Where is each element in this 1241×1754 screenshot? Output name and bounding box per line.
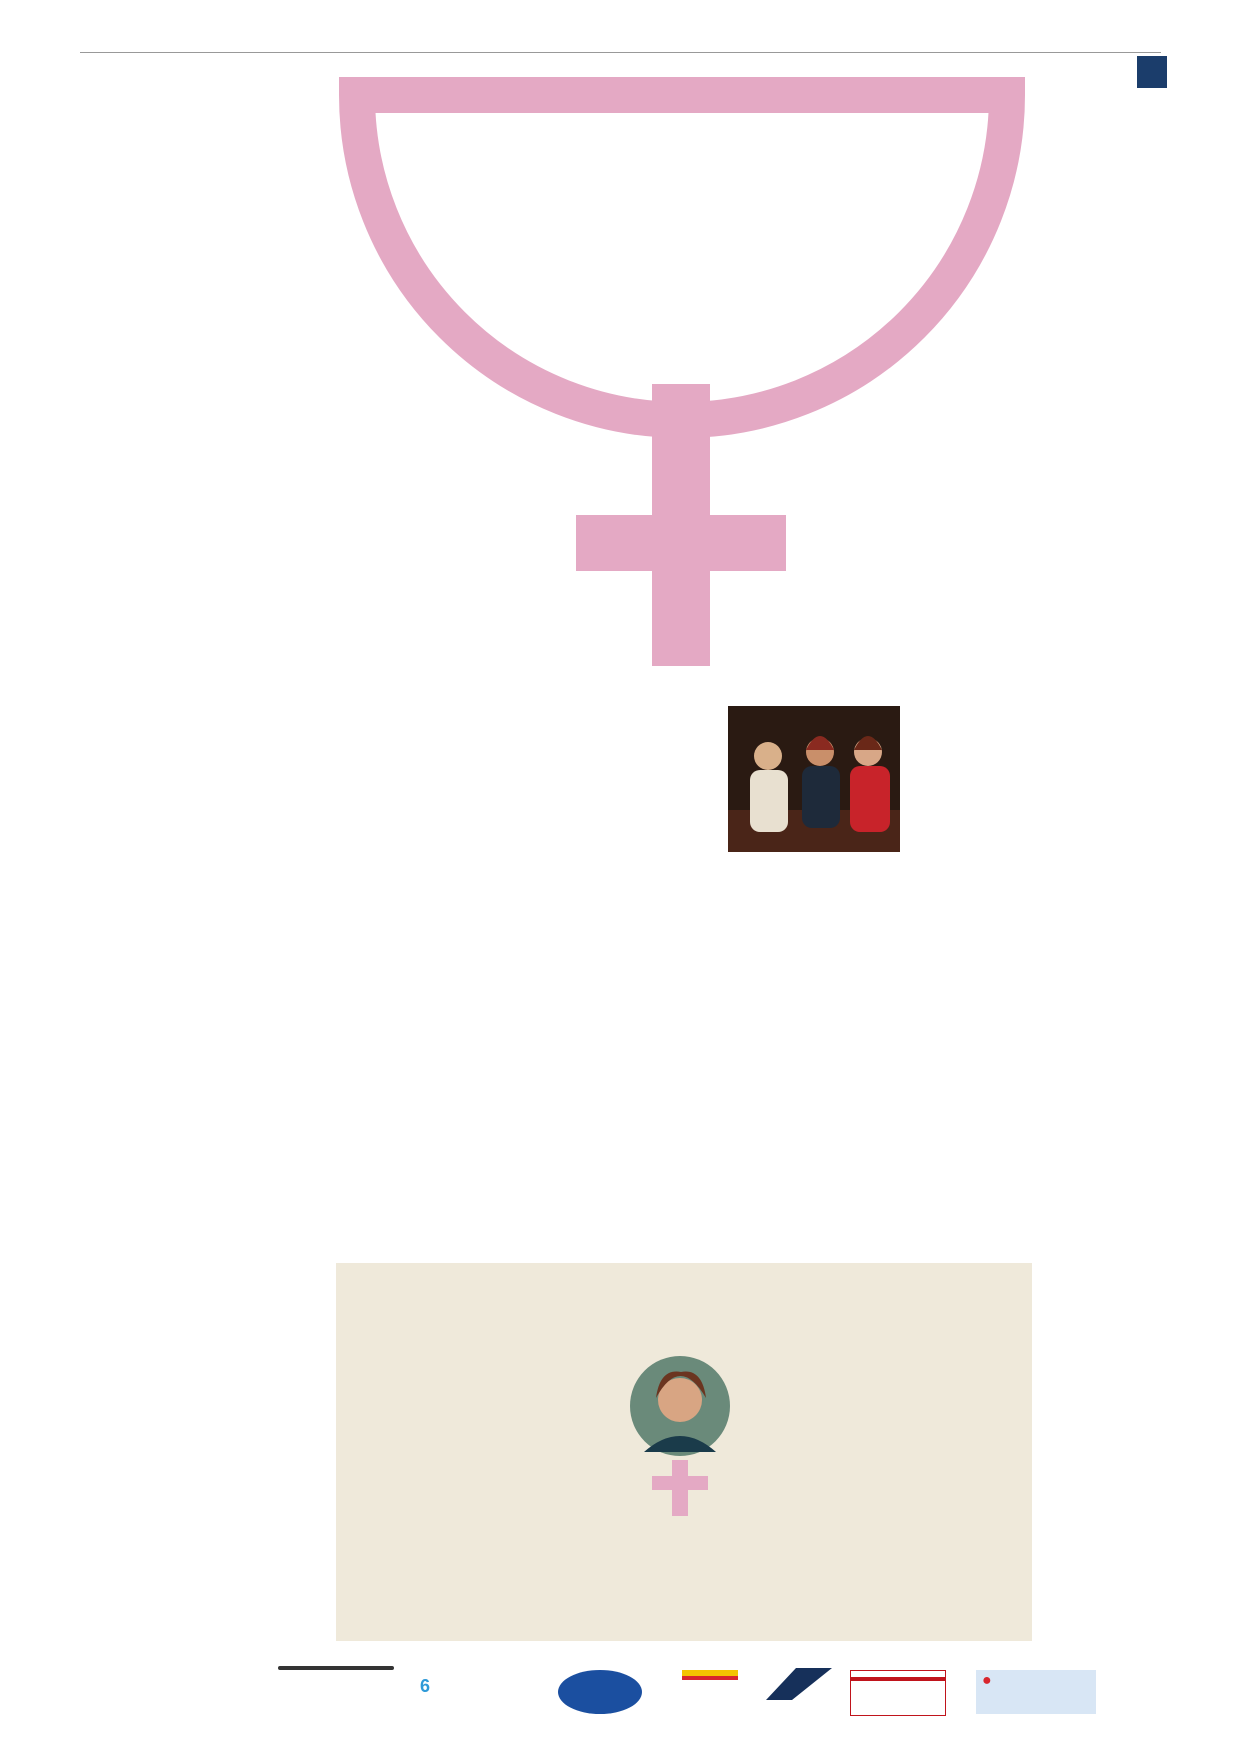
- dm-logo: [682, 1670, 738, 1680]
- facc-logo: [756, 1666, 832, 1704]
- page-number: [1137, 56, 1167, 88]
- sparkasse-logo: ●: [976, 1670, 1096, 1714]
- ams-logo: [558, 1670, 642, 1714]
- style-box-portrait: [628, 1356, 738, 1516]
- header-rule: [80, 52, 1161, 53]
- greiner-logo: 6: [420, 1676, 431, 1696]
- energie-ag-logo: [124, 1666, 254, 1672]
- event-stage-photo: [728, 706, 900, 852]
- frauenland-logo: [850, 1670, 946, 1716]
- lenzing-logo: [278, 1666, 394, 1673]
